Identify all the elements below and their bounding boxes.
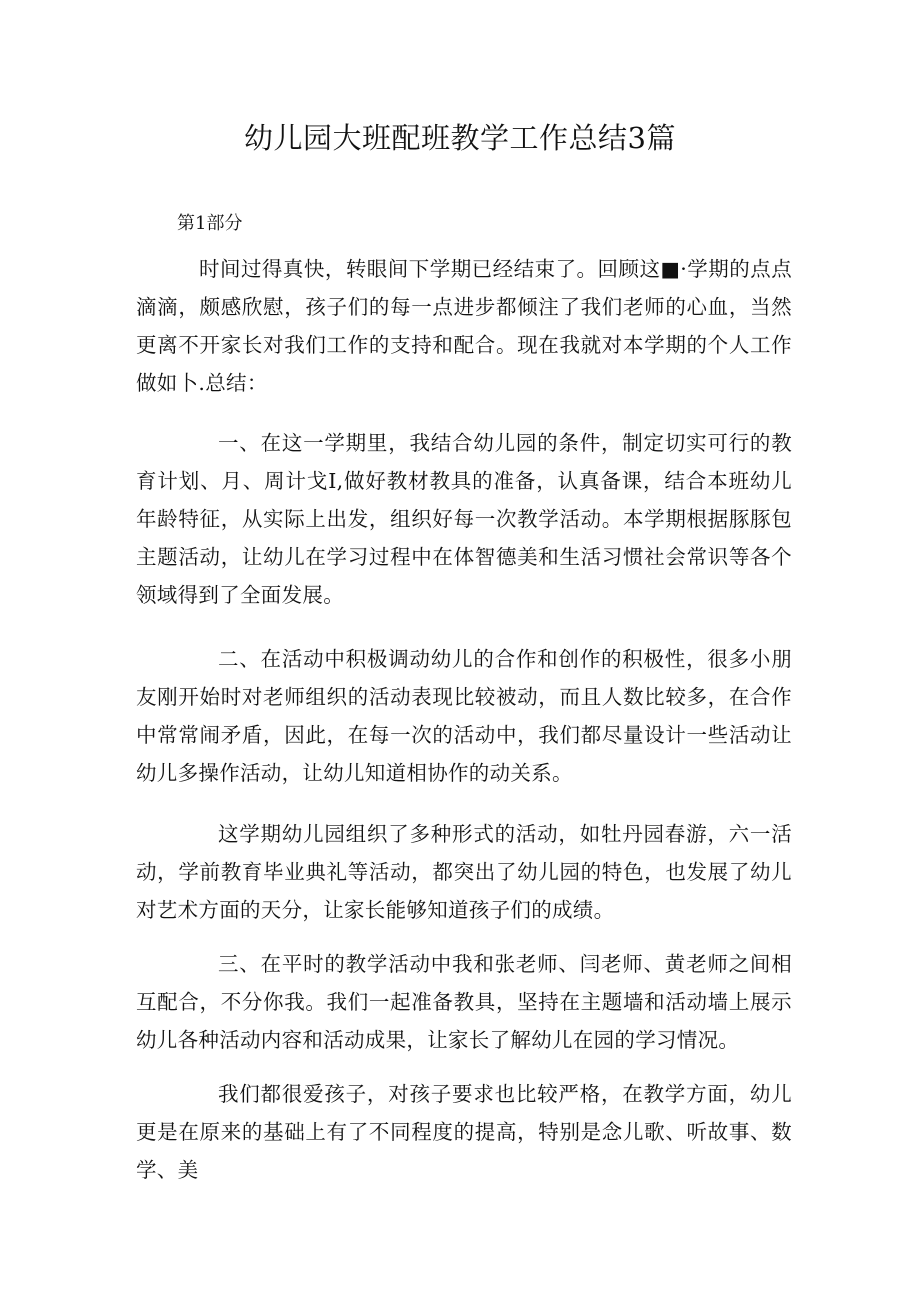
paragraph-point-two: 二、在活动中积极调动幼儿的合作和创作的积极性，很多小朋友刚开始时对老师组织的活动表现比较被动，而且人数比较多，在合作中常常闹矛盾，因此，在每一次的活动中，我们都尽量设计一些活动让幼儿多操作活动，让幼儿知道相协作的动关系。 (136, 647, 792, 785)
paragraph-point-three: 三、在平时的教学活动中我和张老师、闫老师、黄老师之间相互配合，不分你我。我们一起准备教具，坚持在主题墙和活动墙上展示幼儿各种活动内容和活动成果，让家长了解幼儿在园的学习情况。 (136, 952, 792, 1052)
section-label: 第1部分 (177, 213, 243, 234)
paragraph-intro: 时间过得真快，转眼间下学期已经结束了。回顾这■·学期的点点滴滴，颇感欣慰，孩子们的每一点进步都倾注了我们老师的心血，当然更离不开家长对我们工作的支持和配合。现在我就对本学期的个人工作做如卜.总结： (136, 257, 792, 395)
paragraph-activities: 这学期幼儿园组织了多种形式的活动，如牡丹园春游，六一活动，学前教育毕业典礼等活动，都突出了幼儿园的特色，也发展了幼儿对艺术方面的天分，让家长能够知道孩子们的成绩。 (136, 822, 792, 922)
paragraph-point-one: 一、在这一学期里，我结合幼儿园的条件，制定切实可行的教育计划、月、周计戈I,做好教材教具的准备，认真备课，结合本班幼儿年龄特征，从实际上出发，组织好每一次教学活动。本学期根据豚豚包主题活动，让幼儿在学习过程中在体智德美和生活习惯社会常识等各个领域得到了全面发展。 (136, 431, 792, 607)
paragraph-teaching: 我们都很爱孩子，对孩子要求也比较严格，在教学方面，幼儿更是在原来的基础上有了不同程度的提高，特别是念儿歌、听故事、数学、美 (136, 1082, 792, 1182)
document-title: 幼儿园大班配班教学工作总结3篇 (244, 121, 676, 155)
